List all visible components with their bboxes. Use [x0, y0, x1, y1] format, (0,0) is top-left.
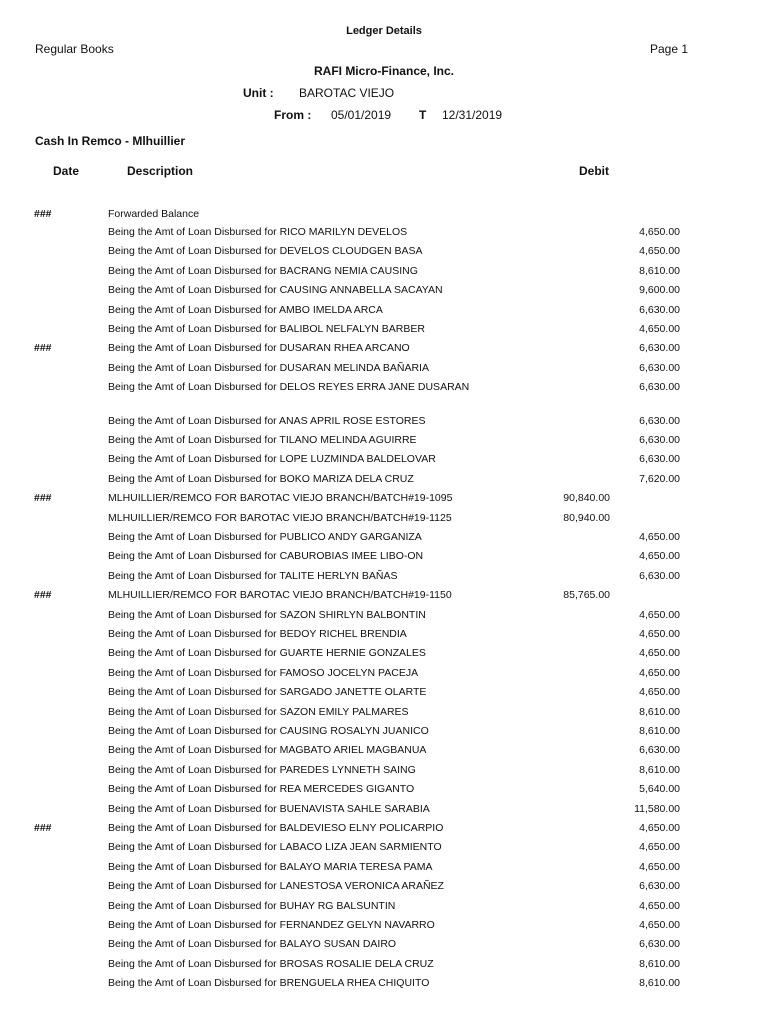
- row-date: ###: [34, 492, 52, 505]
- table-row: [0, 803, 768, 822]
- row-description: Being the Amt of Loan Disbursed for BEDOY RICHEL BRENDIA: [108, 628, 407, 640]
- table-row: [0, 609, 768, 628]
- table-row: [0, 550, 768, 569]
- table-row: [0, 667, 768, 686]
- table-row: [0, 841, 768, 860]
- row-amount: 6,630.00: [639, 434, 680, 446]
- row-description: Being the Amt of Loan Disbursed for BALAYO SUSAN DAIRO: [108, 938, 397, 951]
- row-amount: 4,650.00: [639, 666, 680, 679]
- row-amount: 5,640.00: [639, 783, 680, 796]
- row-description: Being the Amt of Loan Disbursed for FAMOSO JOCELYN PACEJA: [108, 666, 419, 679]
- to-date: 12/31/2019: [442, 108, 503, 122]
- account-title: Cash In Remco - Mlhuillier: [35, 134, 186, 148]
- books-label: Regular Books: [35, 42, 114, 56]
- row-description: MLHUILLIER/REMCO FOR BAROTAC VIEJO BRANCH/BATCH#19-1095: [108, 492, 453, 505]
- table-row: [0, 686, 768, 705]
- row-amount: 8,610.00: [639, 977, 680, 990]
- row-amount: 4,650.00: [639, 531, 680, 543]
- table-row: [0, 919, 768, 938]
- row-amount: 6,630.00: [639, 303, 680, 316]
- row-amount: 6,630.00: [639, 880, 680, 893]
- row-amount: 4,650.00: [639, 323, 680, 335]
- row-amount: 4,650.00: [639, 628, 680, 640]
- row-description: Being the Amt of Loan Disbursed for BROSAS ROSALIE DELA CRUZ: [108, 957, 434, 970]
- row-amount: 4,650.00: [639, 245, 680, 258]
- row-amount: 6,630.00: [639, 414, 680, 427]
- row-amount: 4,650.00: [639, 647, 680, 660]
- row-amount: 6,630.00: [639, 744, 680, 757]
- row-amount: 6,630.00: [639, 361, 680, 374]
- row-amount: 6,630.00: [639, 453, 680, 466]
- row-description: MLHUILLIER/REMCO FOR BAROTAC VIEJO BRANCH/BATCH#19-1125: [108, 511, 452, 524]
- table-row: [0, 512, 768, 531]
- row-date: ###: [34, 589, 52, 602]
- table-row: [0, 958, 768, 977]
- row-description: Being the Amt of Loan Disbursed for PAREDES LYNNETH SAING: [108, 763, 416, 776]
- from-date: 05/01/2019: [331, 108, 392, 122]
- row-amount: 11,580.00: [634, 802, 680, 815]
- table-row: [0, 744, 768, 763]
- row-description: Being the Amt of Loan Disbursed for BALIBOL NELFALYN BARBER: [108, 323, 425, 335]
- table-row: [0, 284, 768, 303]
- table-row: [0, 304, 768, 323]
- row-description: Being the Amt of Loan Disbursed for CAUSING ANNABELLA SACAYAN: [108, 284, 443, 297]
- row-description: Being the Amt of Loan Disbursed for CABUROBIAS IMEE LIBO-ON: [108, 550, 424, 563]
- row-amount: 4,650.00: [639, 226, 680, 238]
- table-row: [0, 323, 768, 342]
- row-date: ###: [34, 342, 52, 355]
- row-amount: 8,610.00: [639, 763, 680, 776]
- row-amount: 6,630.00: [639, 569, 680, 582]
- row-amount: 4,650.00: [639, 822, 680, 834]
- table-row: [0, 977, 768, 996]
- table-row: [0, 434, 768, 453]
- row-description: Being the Amt of Loan Disbursed for FERNANDEZ GELYN NAVARRO: [108, 919, 435, 931]
- row-description: Being the Amt of Loan Disbursed for DUSARAN MELINDA BAÑARIA: [108, 361, 429, 374]
- row-description: Being the Amt of Loan Disbursed for SARGADO JANETTE OLARTE: [108, 686, 427, 699]
- row-amount: 4,650.00: [639, 550, 680, 563]
- table-row: [0, 492, 768, 511]
- row-amount: 7,620.00: [639, 472, 680, 485]
- row-description: MLHUILLIER/REMCO FOR BAROTAC VIEJO BRANCH/BATCH#19-1150: [108, 589, 452, 602]
- row-description: Being the Amt of Loan Disbursed for PUBLICO ANDY GARGANIZA: [108, 531, 422, 543]
- page-number: Page 1: [650, 42, 689, 56]
- company-name: RAFI Micro-Finance, Inc.: [313, 64, 454, 78]
- row-amount: 8,610.00: [639, 264, 680, 277]
- row-description: Being the Amt of Loan Disbursed for MAGBATO ARIEL MAGBANUA: [108, 744, 427, 757]
- row-amount: 6,630.00: [639, 938, 680, 951]
- row-description: Being the Amt of Loan Disbursed for BALAYO MARIA TERESA PAMA: [108, 860, 433, 873]
- table-row: [0, 381, 768, 400]
- row-description: Being the Amt of Loan Disbursed for BRENGUELA RHEA CHIQUITO: [108, 977, 430, 990]
- row-debit: 90,840.00: [563, 492, 610, 505]
- row-description: Being the Amt of Loan Disbursed for AMBO IMELDA ARCA: [108, 303, 383, 316]
- table-row: [0, 783, 768, 802]
- row-description: Being the Amt of Loan Disbursed for LANESTOSA VERONICA ARAÑEZ: [108, 880, 444, 893]
- row-description: Being the Amt of Loan Disbursed for BALDEVIESO ELNY POLICARPIO: [108, 822, 444, 834]
- row-amount: 4,650.00: [639, 860, 680, 873]
- row-date: ###: [34, 822, 52, 834]
- table-row: [0, 822, 768, 841]
- table-row: [0, 706, 768, 725]
- table-row: [0, 764, 768, 783]
- table-row: [0, 725, 768, 744]
- table-row: [0, 589, 768, 608]
- row-amount: 4,650.00: [639, 919, 680, 931]
- row-description: Being the Amt of Loan Disbursed for SAZON EMILY PALMARES: [108, 705, 409, 718]
- row-description: Forwarded Balance: [108, 208, 200, 220]
- table-row: [0, 647, 768, 666]
- table-row: [0, 861, 768, 880]
- row-description: Being the Amt of Loan Disbursed for ANAS APRIL ROSE ESTORES: [108, 414, 426, 427]
- unit-label: Unit :: [243, 86, 274, 100]
- row-debit: 80,940.00: [563, 511, 610, 524]
- table-row: [0, 900, 768, 919]
- row-amount: 9,600.00: [639, 284, 680, 297]
- row-amount: 8,610.00: [639, 725, 680, 737]
- row-description: Being the Amt of Loan Disbursed for BACRANG NEMIA CAUSING: [108, 264, 418, 277]
- row-description: Being the Amt of Loan Disbursed for REA MERCEDES GIGANTO: [108, 783, 415, 796]
- row-description: Being the Amt of Loan Disbursed for LABACO LIZA JEAN SARMIENTO: [108, 841, 442, 854]
- row-description: Being the Amt of Loan Disbursed for DEVELOS CLOUDGEN BASA: [108, 245, 423, 258]
- column-header-description: Description: [127, 164, 194, 178]
- table-row: [0, 570, 768, 589]
- row-description: Being the Amt of Loan Disbursed for SAZON SHIRLYN BALBONTIN: [108, 608, 426, 621]
- table-row: [0, 208, 768, 227]
- table-row: [0, 453, 768, 472]
- row-amount: 8,610.00: [639, 705, 680, 718]
- row-description: Being the Amt of Loan Disbursed for RICO MARILYN DEVELOS: [108, 226, 408, 238]
- row-amount: 4,650.00: [639, 841, 680, 854]
- row-description: Being the Amt of Loan Disbursed for BUENAVISTA SAHLE SARABIA: [108, 802, 430, 815]
- row-amount: 8,610.00: [639, 957, 680, 970]
- row-description: Being the Amt of Loan Disbursed for GUARTE HERNIE GONZALES: [108, 647, 426, 660]
- row-description: Being the Amt of Loan Disbursed for CAUSING ROSALYN JUANICO: [108, 725, 429, 737]
- table-row: [0, 473, 768, 492]
- row-amount: 4,650.00: [639, 686, 680, 699]
- from-label: From :: [274, 108, 312, 122]
- row-description: Being the Amt of Loan Disbursed for DUSARAN RHEA ARCANO: [108, 342, 410, 355]
- row-date: ###: [34, 208, 52, 220]
- column-header-debit: Debit: [579, 164, 609, 178]
- row-debit: 85,765.00: [563, 589, 610, 602]
- table-row: [0, 362, 768, 381]
- column-header-date: Date: [53, 164, 80, 178]
- row-amount: 4,650.00: [639, 608, 680, 621]
- row-amount: 6,630.00: [639, 381, 680, 394]
- table-row: [0, 938, 768, 957]
- row-amount: 4,650.00: [639, 899, 680, 912]
- table-row: [0, 628, 768, 647]
- row-description: Being the Amt of Loan Disbursed for LOPE LUZMINDA BALDELOVAR: [108, 453, 436, 466]
- row-amount: 6,630.00: [639, 342, 680, 355]
- row-description: Being the Amt of Loan Disbursed for TILANO MELINDA AGUIRRE: [108, 434, 417, 446]
- table-row: [0, 342, 768, 361]
- unit-value: BAROTAC VIEJO: [299, 86, 395, 100]
- table-row: [0, 415, 768, 434]
- row-description: Being the Amt of Loan Disbursed for BUHAY RG BALSUNTIN: [108, 899, 396, 912]
- table-row: [0, 245, 768, 264]
- row-description: Being the Amt of Loan Disbursed for DELOS REYES ERRA JANE DUSARAN: [108, 381, 470, 394]
- table-row: [0, 880, 768, 899]
- row-description: Being the Amt of Loan Disbursed for BOKO MARIZA DELA CRUZ: [108, 472, 414, 485]
- report-title: Ledger Details: [346, 25, 422, 37]
- table-row: [0, 531, 768, 550]
- table-row: [0, 265, 768, 284]
- to-label: T: [419, 108, 427, 122]
- row-description: Being the Amt of Loan Disbursed for TALITE HERLYN BAÑAS: [108, 569, 398, 582]
- table-row: [0, 226, 768, 245]
